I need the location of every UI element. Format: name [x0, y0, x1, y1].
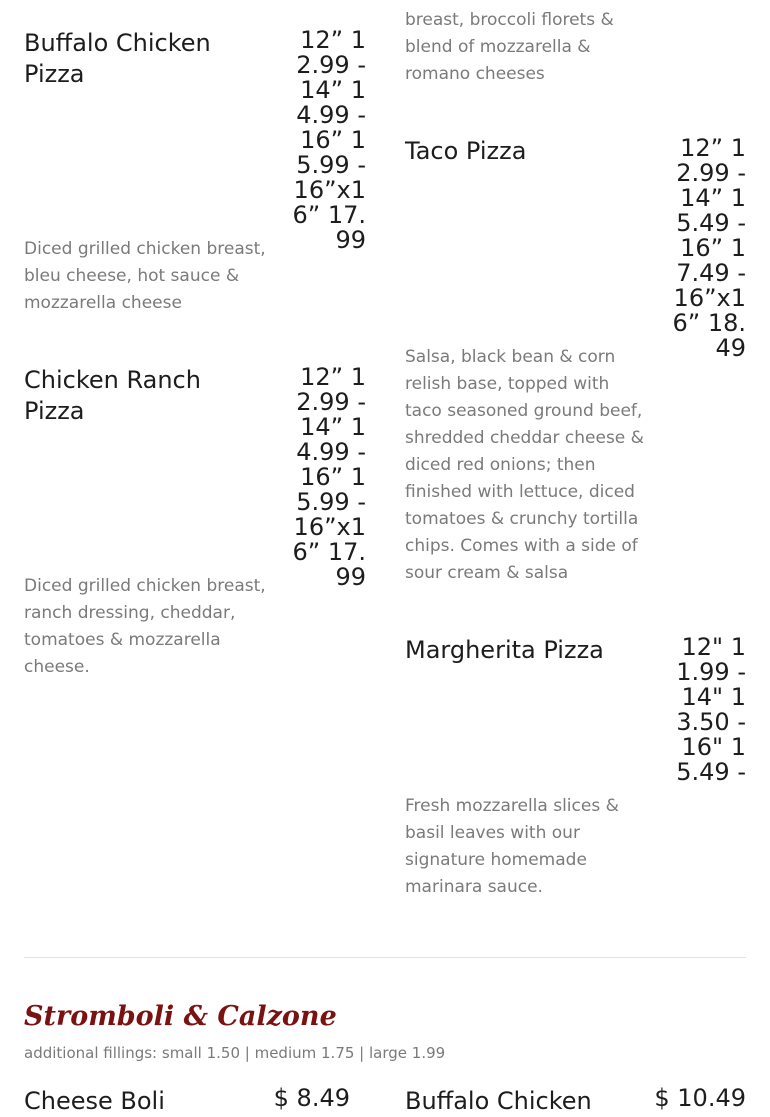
- item-price: 12” 12.99 - 14” 14.99 - 16” 15.99 - 16”x16” 17.99: [292, 26, 366, 254]
- menu-item-taco-pizza: [405, 136, 747, 596]
- menu-item-name: Cheese Boli: [24, 1087, 165, 1115]
- section-note: additional fillings: small 1.50 | medium 1.75 | large 1.99: [24, 1044, 446, 1062]
- menu-item-margherita-pizza: [405, 635, 747, 905]
- item-name: Chicken Ranch Pizza: [24, 366, 201, 425]
- item-description: Diced grilled chicken breast, ranch dressing, cheddar, tomatoes & mozzarella cheese.: [24, 576, 266, 677]
- item-description: Fresh mozzarella slices & basil leaves with our signature homemade marinara sauce.: [405, 796, 619, 897]
- cut-line: [405, 0, 645, 7]
- item-price: 12” 12.99 - 14” 14.99 - 16” 15.99 - 16”x16” 17.99: [292, 363, 366, 591]
- menu-item-name: Buffalo Chicken: [405, 1087, 592, 1115]
- menu-item-price: $ 8.49: [273, 1084, 350, 1112]
- item-description: [405, 0, 645, 88]
- item-name: Taco Pizza: [405, 137, 527, 165]
- section-divider: [24, 957, 746, 958]
- item-price: 12” 12.99 - 14” 15.49 - 16” 17.49 - 16”x16” 18.49: [672, 134, 746, 362]
- item-price: 12" 11.99 - 14" 13.50 - 16" 15.49 -: [676, 633, 746, 786]
- menu-item-chicken-ranch-pizza: [24, 365, 366, 685]
- item-description: Salsa, black bean & corn relish base, topped with taco seasoned ground beef, shredded cheddar cheese & diced red onions; then finished with lettuce, diced tomatoes & crunchy tortilla chips. Comes with a side of sour cream & salsa: [405, 347, 644, 583]
- item-name: Margherita Pizza: [405, 636, 604, 664]
- menu-item-price: $ 10.49: [654, 1084, 746, 1112]
- item-name: Buffalo Chicken Pizza: [24, 29, 211, 88]
- menu-item-partial: [405, 0, 747, 90]
- section-title: Stromboli & Calzone: [24, 1001, 337, 1032]
- menu-item-buffalo-chicken-pizza: [24, 28, 366, 318]
- item-description: Diced grilled chicken breast, bleu cheese, hot sauce & mozzarella cheese: [24, 239, 266, 313]
- description-text: breast, broccoli florets & blend of mozzarella & romano cheeses: [405, 10, 614, 84]
